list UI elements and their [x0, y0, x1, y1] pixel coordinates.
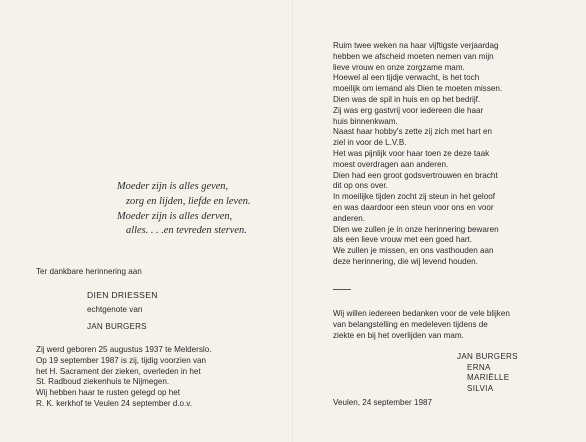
poem-line: alles. . . .en tevreden sterven. [126, 225, 247, 237]
signature-name: SILVIA [467, 383, 494, 393]
poem-line: Moeder zijn is alles geven, [117, 181, 229, 192]
deceased-name: DIEN DRIESSEN [87, 290, 158, 300]
intro-text: Ter dankbare herinnering aan [36, 267, 142, 276]
memorial-line: We zullen je missen, en ons vasthouden aan [333, 246, 494, 256]
memorial-line: Het was pijnlijk voor haar toen ze deze taak [333, 148, 490, 158]
thanks-line: ziekte en bij het overlijden van mam. [333, 330, 464, 340]
memorial-line: deze herinnering, die wij levend houden. [333, 256, 478, 266]
memorial-line: anderen. [333, 213, 365, 223]
memorial-line: moeilijk om iemand als Dien te moeten missen. [333, 84, 503, 94]
signature-name: ERNA [467, 362, 491, 372]
signature-name: MARIËLLE [467, 373, 510, 383]
memorial-line: Hoewel al een tijdje verwacht, is het toch [333, 73, 480, 83]
bio-line: Zij werd geboren 25 augustus 1937 te Melderslo. [36, 345, 212, 354]
memorial-line: Naast haar hobby's zette zij zich met hart en [333, 127, 493, 137]
memorial-line: Ruim twee weken na haar vijftigste verjaardag [333, 41, 499, 50]
poem [117, 180, 287, 239]
memorial-line: als een lieve vrouw met een goed hart. [333, 235, 473, 245]
bio-line: Wij hebben haar te rusten gelegd op het [36, 388, 180, 398]
memorial-text [333, 41, 502, 268]
divider-line [333, 289, 351, 290]
spouse-name: JAN BURGERS [87, 322, 147, 331]
signature-name: JAN BURGERS [457, 352, 518, 361]
memorial-line: Dien we zullen je in onze herinnering bewaren [333, 224, 499, 234]
poem-line: Moeder zijn is alles derven, [117, 210, 233, 222]
memorial-line: Dien had een groot godsvertrouwen en bracht [333, 170, 498, 180]
bio-line: het H. Sacrament der zieken, overleden in het [36, 366, 201, 376]
memorial-line: ziel in voor de L.V.B. [333, 138, 407, 148]
thanks-line: van belangstelling en medeleven tijdens de [333, 319, 488, 329]
memorial-line: Zij was erg gastvrij voor iedereen die haar [333, 105, 484, 115]
bio-line: Op 19 september 1987 is zij, tijdig voorzien van [36, 355, 207, 365]
family-signatures [457, 352, 518, 394]
memorial-line: Dien was de spil in huis en op het bedrijf. [333, 94, 481, 104]
memorial-line: dit op ons over. [333, 181, 388, 191]
memorial-line: en was daardoor een steun voor ons en voor [333, 202, 494, 212]
bio-line: St. Radboud ziekenhuis te Nijmegen. [36, 377, 170, 387]
poem-line: zorg en lijden, liefde en leven. [126, 195, 251, 207]
center-fold [292, 0, 293, 442]
memorial-line: lieve vrouw en onze zorgzame mam. [333, 62, 465, 72]
place-date: Veulen, 24 september 1987 [333, 398, 432, 407]
memorial-line: In moeilijke tijden zocht zij steun in het geloof [333, 192, 495, 202]
thanks-line: Wij willen iedereen bedanken voor de vele blijken [333, 309, 510, 318]
thanks-text [333, 309, 510, 341]
memorial-line: hebben we afscheid moeten nemen van mijn [333, 51, 494, 61]
memorial-line: moest overdragen aan anderen. [333, 159, 449, 169]
memorial-line: huis binnenkwam. [333, 116, 398, 126]
spouse-label: echtgenote van [87, 305, 143, 314]
biography [36, 345, 211, 410]
bio-line: R. K. kerkhof te Veulen 24 september d.o.v. [36, 398, 192, 408]
